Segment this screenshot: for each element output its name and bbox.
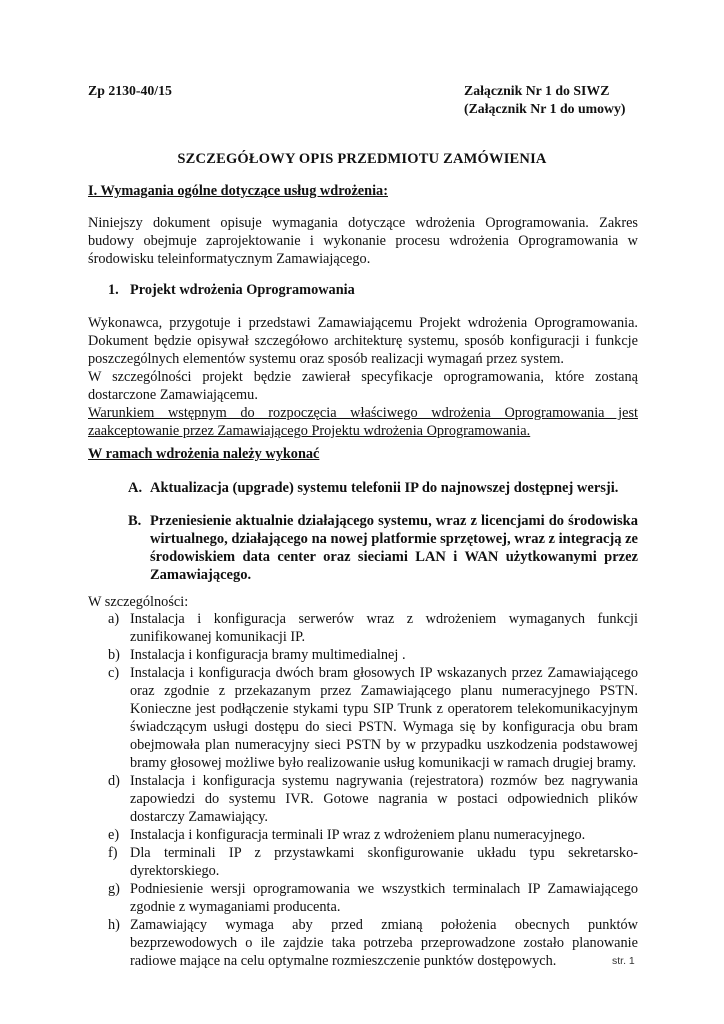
list-item-text: Instalacja i konfiguracja serwerów wraz z wdrożeniem wymaganych funkcji zunifikowanej komunikacji IP. (130, 611, 638, 645)
list-item-label: d) (108, 773, 120, 789)
details-lead: W szczególności: (88, 594, 189, 610)
details-list (108, 610, 638, 970)
scope-item-b (128, 512, 638, 584)
item-1-title: Projekt wdrożenia Oprogramowania (130, 282, 355, 298)
list-item (108, 646, 638, 664)
list-item-label: h) (108, 917, 120, 933)
item-1-paragraph-2: W szczególności projekt będzie zawierał specyfikacje oprogramowania, które zostaną dostarczone Zamawiającemu. (88, 369, 638, 403)
scope-item-b-label: B. (128, 513, 142, 529)
list-item (108, 772, 638, 826)
section-1-intro: Niniejszy dokument opisuje wymagania dotyczące wdrożenia Oprogramowania. Zakres budowy obejmuje zaprojektowanie i wykonanie procesu wdrożenia Oprogramowania w środowisku teleinformatycznym Zamawiającego. (88, 215, 638, 267)
list-item (108, 610, 638, 646)
list-item-text: Instalacja i konfiguracja bramy multimedialnej . (130, 647, 406, 663)
item-1-body (88, 314, 638, 440)
scope-item-a-text: Aktualizacja (upgrade) systemu telefonii IP do najnowszej dostępnej wersji. (150, 480, 619, 496)
scope-item-a (128, 479, 638, 497)
page-number: str. 1 (612, 955, 635, 967)
list-item-label: a) (108, 611, 120, 627)
list-item-label: b) (108, 647, 120, 663)
scope-item-a-label: A. (128, 480, 143, 496)
list-item-label: f) (108, 845, 118, 861)
attachment-line-2: (Załącznik Nr 1 do umowy) (464, 101, 626, 116)
section-1-heading: I. Wymagania ogólne dotyczące usług wdrożenia: (88, 183, 388, 199)
document-title: SZCZEGÓŁOWY OPIS PRZEDMIOTU ZAMÓWIENIA (177, 151, 547, 167)
attachment-line-1: Załącznik Nr 1 do SIWZ (464, 83, 610, 98)
document-reference: Zp 2130-40/15 (88, 83, 172, 98)
list-item (108, 844, 638, 880)
list-item (108, 916, 638, 970)
list-item (108, 826, 638, 844)
scope-item-b-text: Przeniesienie aktualnie działającego systemu, wraz z licencjami do środowiska wirtualnego, działającego na nowej platformie sprzętowej, wraz z integracją ze środowiskiem data center oraz sieciami LAN i WAN użytkowanymi przez Zamawiającego. (150, 513, 638, 583)
item-1-heading (108, 281, 355, 299)
list-item-label: e) (108, 827, 120, 843)
list-item (108, 880, 638, 916)
list-item-label: g) (108, 881, 120, 897)
list-item-text: Zamawiający wymaga aby przed zmianą położenia obecnych punktów bezprzewodowych o ile zajdzie taka potrzeba przeprowadzone zostało planowanie radiowe mające na celu optymalne rozmieszczenie punktów dostępowych. (130, 917, 638, 969)
list-item (108, 664, 638, 772)
scope-heading: W ramach wdrożenia należy wykonać (88, 446, 320, 462)
list-item-text: Dla terminali IP z przystawkami skonfigurowanie układu typu sekretarsko-dyrektorskiego. (130, 845, 638, 879)
list-item-text: Instalacja i konfiguracja dwóch bram głosowych IP wskazanych przez Zamawiającego oraz zgodnie z przekazanym przez Zamawiającego planu numeracyjnego PSTN. Konieczne jest podłączenie stykami typu SIP Trunk z operatorem telekomunikacyjnym świadczącym usługi dostępu do sieci PSTN. Wymaga się by konfiguracja obu bram obejmowała plan numeracyjny sieci PSTN by w przypadku uszkodzenia podstawowej bramy głosowej możliwe było realizowanie usług komunikacji w ramach drugiej bramy. (130, 665, 638, 771)
item-1-paragraph-3: Warunkiem wstępnym do rozpoczęcia właściwego wdrożenia Oprogramowania jest zaakceptowanie przez Zamawiającego Projektu wdrożenia Oprogramowania. (88, 405, 638, 439)
list-item-text: Instalacja i konfiguracja terminali IP wraz z wdrożeniem planu numeracyjnego. (130, 827, 586, 843)
list-item-label: c) (108, 665, 120, 681)
item-1-number: 1. (108, 282, 119, 298)
list-item-text: Podniesienie wersji oprogramowania we wszystkich terminalach IP Zamawiającego zgodnie z wymaganiami producenta. (130, 881, 638, 915)
list-item-text: Instalacja i konfiguracja systemu nagrywania (rejestratora) rozmów bez nagrywania zapowiedzi do systemu IVR. Gotowe nagrania w postaci odpowiednich plików dostarczy Zamawiający. (130, 773, 638, 825)
item-1-paragraph-1: Wykonawca, przygotuje i przedstawi Zamawiającemu Projekt wdrożenia Oprogramowania. Dokument będzie opisywał szczegółowo architekturę systemu, sposób konfiguracji i funkcje poszczególnych elementów systemu oraz sposób realizacji wymagań przez system. (88, 315, 638, 367)
attachment-label (464, 82, 625, 118)
